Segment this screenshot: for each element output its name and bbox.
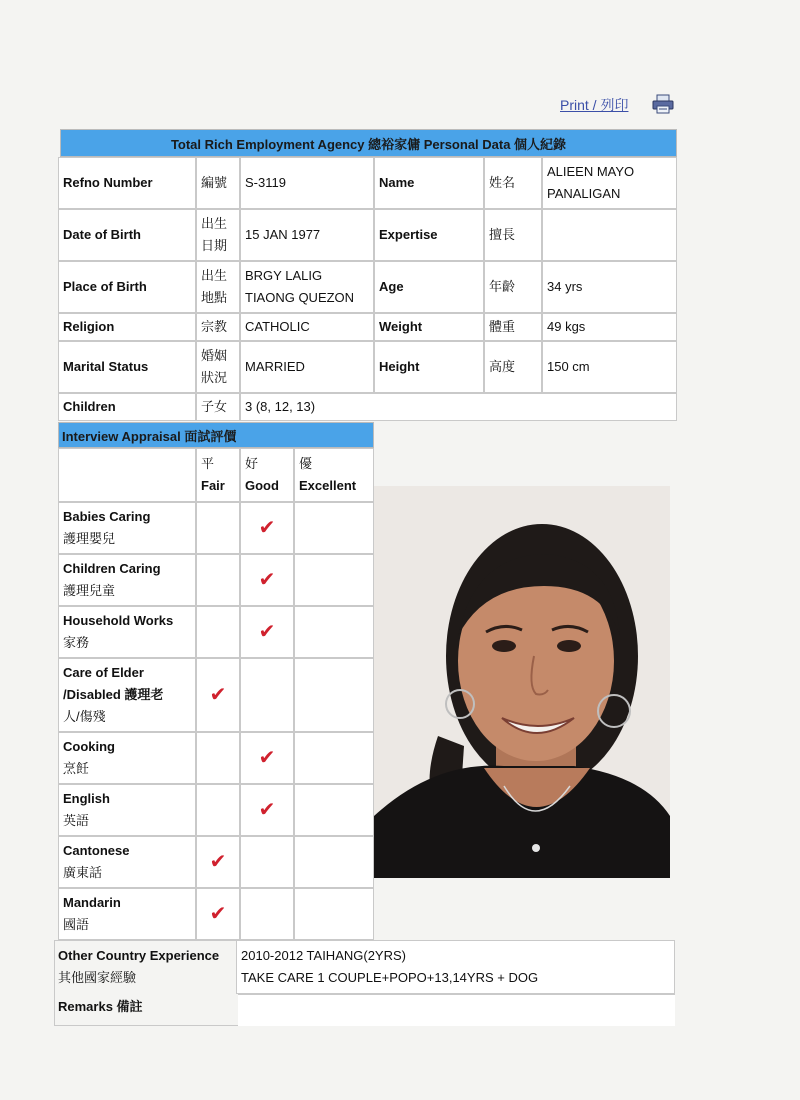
age-label: Age bbox=[374, 261, 484, 313]
rating-cell-excellent bbox=[294, 836, 374, 888]
experience-value bbox=[236, 940, 675, 994]
rating-cell-good bbox=[240, 836, 294, 888]
marital-value: MARRIED bbox=[240, 341, 374, 393]
rating-cell-fair bbox=[196, 502, 240, 554]
experience-label bbox=[54, 940, 238, 994]
appraisal-skill-en: Mandarin bbox=[63, 895, 121, 910]
col-fair bbox=[196, 448, 240, 502]
printer-icon[interactable] bbox=[652, 94, 674, 119]
appraisal-skill-en: Babies Caring bbox=[63, 509, 151, 524]
experience-line2: TAKE CARE 1 COUPLE+POPO+13,14YRS + DOG bbox=[241, 970, 539, 985]
rating-cell-good bbox=[240, 732, 294, 784]
col-good-en: Good bbox=[245, 478, 279, 493]
religion-label: Religion bbox=[58, 313, 196, 341]
children-label: Children bbox=[58, 393, 196, 421]
experience-label-zh: 其他國家經驗 bbox=[58, 970, 137, 985]
check-icon: ✔ bbox=[209, 684, 227, 706]
rating-cell-good bbox=[240, 554, 294, 606]
appraisal-skill-zh: 國語 bbox=[63, 917, 90, 932]
dob-label: Date of Birth bbox=[58, 209, 196, 261]
rating-cell-excellent bbox=[294, 888, 374, 940]
age-label-zh: 年齡 bbox=[484, 261, 542, 313]
col-good bbox=[240, 448, 294, 502]
marital-label-zh bbox=[196, 341, 240, 393]
rating-cell-good bbox=[240, 888, 294, 940]
col-fair-en: Fair bbox=[201, 478, 225, 493]
appraisal-title: Interview Appraisal 面試評價 bbox=[58, 422, 374, 448]
print-link[interactable]: Print / 列印 bbox=[560, 97, 629, 113]
pob-label-zh-2: 地點 bbox=[201, 290, 228, 305]
appraisal-row-label bbox=[58, 606, 196, 658]
appraisal-row-label bbox=[58, 658, 196, 732]
rating-cell-excellent bbox=[294, 732, 374, 784]
appraisal-row-label bbox=[58, 888, 196, 940]
rating-cell-excellent bbox=[294, 658, 374, 732]
name-label-zh: 姓名 bbox=[484, 157, 542, 209]
appraisal-row-label bbox=[58, 784, 196, 836]
remarks-label bbox=[54, 994, 238, 1020]
appraisal-skill-zh: 廣東話 bbox=[63, 865, 103, 880]
form-title: Total Rich Employment Agency 總裕家傭 Personal Data 個人紀錄 bbox=[60, 129, 677, 157]
experience-line1: 2010-2012 TAIHANG(2YRS) bbox=[241, 948, 406, 963]
age-value: 34 yrs bbox=[542, 261, 677, 313]
appraisal-skill-zh: 人/傷殘 bbox=[63, 709, 106, 724]
expertise-value bbox=[542, 209, 677, 261]
check-icon: ✔ bbox=[209, 903, 227, 925]
refno-label: Refno Number bbox=[58, 157, 196, 209]
rating-cell-good bbox=[240, 606, 294, 658]
rating-cell-fair bbox=[196, 836, 240, 888]
appraisal-skill-en: Household Works bbox=[63, 613, 174, 628]
rating-cell-excellent bbox=[294, 502, 374, 554]
appraisal-skill-en: Cantonese bbox=[63, 843, 130, 858]
children-value: 3 (8, 12, 13) bbox=[240, 393, 677, 421]
appraisal-skill-en: Children Caring bbox=[63, 561, 161, 576]
col-excellent-en: Excellent bbox=[299, 478, 357, 493]
check-icon: ✔ bbox=[258, 747, 276, 769]
expertise-label-zh: 擅長 bbox=[484, 209, 542, 261]
name-value-line2: PANALIGAN bbox=[547, 186, 621, 201]
height-label: Height bbox=[374, 341, 484, 393]
appraisal-row-label bbox=[58, 554, 196, 606]
rating-cell-good bbox=[240, 658, 294, 732]
rating-cell-fair bbox=[196, 732, 240, 784]
weight-label: Weight bbox=[374, 313, 484, 341]
refno-label-zh: 編號 bbox=[196, 157, 240, 209]
appraisal-skill-en: Cooking bbox=[63, 739, 115, 754]
pob-value bbox=[240, 261, 374, 313]
pob-label: Place of Birth bbox=[58, 261, 196, 313]
pob-label-zh bbox=[196, 261, 240, 313]
check-icon: ✔ bbox=[258, 621, 276, 643]
col-excellent-zh: 優 bbox=[299, 456, 313, 471]
name-value bbox=[542, 157, 677, 209]
appraisal-skill-en: English bbox=[63, 791, 110, 806]
refno-value: S-3119 bbox=[240, 157, 374, 209]
dob-label-zh-2: 日期 bbox=[201, 238, 228, 253]
name-value-line1: ALIEEN MAYO bbox=[547, 164, 635, 179]
appraisal-skill-en-2: /Disabled 護理老 bbox=[63, 687, 164, 702]
remarks-label-text: Remarks 備註 bbox=[58, 999, 143, 1014]
rating-cell-fair bbox=[196, 606, 240, 658]
check-icon: ✔ bbox=[258, 569, 276, 591]
dob-label-zh bbox=[196, 209, 240, 261]
appraisal-header-blank bbox=[58, 448, 196, 502]
rating-cell-excellent bbox=[294, 606, 374, 658]
religion-value: CATHOLIC bbox=[240, 313, 374, 341]
rating-cell-fair bbox=[196, 658, 240, 732]
height-label-zh: 高度 bbox=[484, 341, 542, 393]
weight-label-zh: 體重 bbox=[484, 313, 542, 341]
marital-label: Marital Status bbox=[58, 341, 196, 393]
col-good-zh: 好 bbox=[245, 456, 259, 471]
col-fair-zh: 平 bbox=[201, 456, 215, 471]
marital-label-zh-1: 婚姻 bbox=[201, 348, 228, 363]
weight-value: 49 kgs bbox=[542, 313, 677, 341]
dob-value: 15 JAN 1977 bbox=[240, 209, 374, 261]
pob-value-line2: TIAONG QUEZON bbox=[245, 290, 355, 305]
check-icon: ✔ bbox=[258, 799, 276, 821]
rating-cell-fair bbox=[196, 554, 240, 606]
height-value: 150 cm bbox=[542, 341, 677, 393]
appraisal-skill-zh: 家務 bbox=[63, 635, 90, 650]
rating-cell-fair bbox=[196, 784, 240, 836]
children-label-zh: 子女 bbox=[196, 393, 240, 421]
dob-label-zh-1: 出生 bbox=[201, 216, 228, 231]
appraisal-skill-zh: 英語 bbox=[63, 813, 90, 828]
appraisal-skill-zh: 烹飪 bbox=[63, 761, 90, 776]
appraisal-skill-en: Care of Elder bbox=[63, 665, 144, 680]
appraisal-row-label bbox=[58, 836, 196, 888]
rating-cell-good bbox=[240, 502, 294, 554]
appraisal-skill-zh: 護理兒童 bbox=[63, 583, 116, 598]
pob-value-line1: BRGY LALIG bbox=[245, 268, 323, 283]
check-icon: ✔ bbox=[209, 851, 227, 873]
religion-label-zh: 宗教 bbox=[196, 313, 240, 341]
pob-label-zh-1: 出生 bbox=[201, 268, 228, 283]
experience-label-en: Other Country Experience bbox=[58, 948, 220, 963]
rating-cell-excellent bbox=[294, 554, 374, 606]
candidate-photo bbox=[374, 486, 670, 878]
rating-cell-fair bbox=[196, 888, 240, 940]
remarks-value bbox=[238, 994, 675, 1026]
appraisal-skill-zh: 護理嬰兒 bbox=[63, 531, 116, 546]
appraisal-row-label bbox=[58, 502, 196, 554]
col-excellent bbox=[294, 448, 374, 502]
rating-cell-good bbox=[240, 784, 294, 836]
marital-label-zh-2: 狀況 bbox=[201, 370, 228, 385]
appraisal-row-label bbox=[58, 732, 196, 784]
name-label: Name bbox=[374, 157, 484, 209]
expertise-label: Expertise bbox=[374, 209, 484, 261]
rating-cell-excellent bbox=[294, 784, 374, 836]
check-icon: ✔ bbox=[258, 517, 276, 539]
